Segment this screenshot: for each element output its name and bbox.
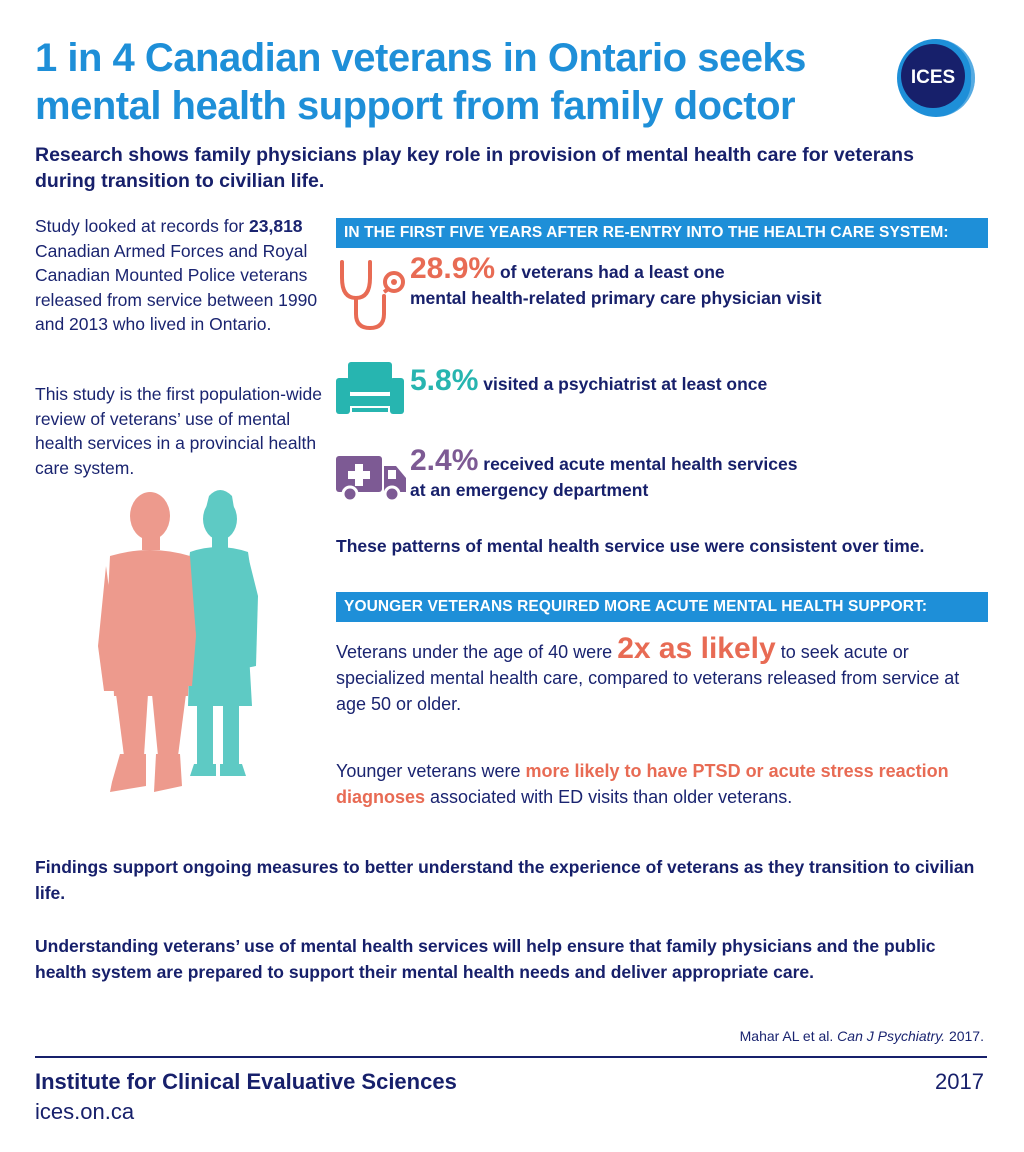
veteran-count: 23,818: [249, 216, 303, 236]
stat-text-psychiatrist: visited a psychiatrist at least once: [483, 374, 768, 394]
two-times-highlight: 2x as likely: [617, 632, 776, 665]
section-banner-first-five-years: IN THE FIRST FIVE YEARS AFTER RE-ENTRY INTO THE HEALTH CARE SYSTEM:: [336, 218, 988, 248]
publication-year: 2017: [935, 1069, 984, 1094]
stat-emergency-department: [410, 444, 798, 503]
male-veteran-figure: [98, 492, 196, 792]
stat-text-primary-care-line1: of veterans had a least one: [499, 262, 725, 282]
stat-value-emergency: 2.4%: [410, 444, 479, 477]
finding-1: Findings support ongoing measures to better understand the experience of veterans as they transition to civilian life.: [35, 857, 975, 903]
intro-paragraph-1: [35, 214, 325, 337]
ambulance-icon: [334, 452, 408, 504]
citation-year: 2017.: [948, 1028, 984, 1044]
younger-veterans-paragraph-1: [336, 632, 976, 717]
organization-name: Institute for Clinical Evaluative Sciences: [35, 1069, 457, 1094]
ptsd-highlight: more likely to have PTSD or acute stress reaction diagnoses: [336, 761, 949, 807]
intro-text-post: Canadian Armed Forces and Royal Canadian Mounted Police veterans released from service between 1990 and 2013 who lived in Ontario.: [35, 240, 318, 334]
stat-text-emergency-line2: at an emergency department: [410, 480, 649, 500]
stat-value-primary-care: 28.9%: [410, 252, 496, 285]
citation-authors: Mahar AL et al.: [739, 1028, 834, 1044]
finding-2: Understanding veterans’ use of mental health services will help ensure that family physicians and the public health system are prepared to support their mental health needs and deliver appropriate care.: [35, 936, 936, 982]
couch-icon: [334, 358, 406, 420]
section-banner-younger-veterans: YOUNGER VETERANS REQUIRED MORE ACUTE MENTAL HEALTH SUPPORT:: [336, 592, 988, 622]
website-link[interactable]: ices.on.ca: [35, 1099, 135, 1124]
citation: [740, 1028, 984, 1044]
stat-text-primary-care-line2: mental health-related primary care physician visit: [410, 288, 822, 308]
stat-text-emergency-line1: received acute mental health services: [483, 454, 798, 474]
p2-pre: Younger veterans were: [336, 761, 521, 781]
subtitle: Research shows family physicians play key role in provision of mental health care for veterans during transition to civilian life.: [35, 144, 914, 192]
intro-paragraph-2: This study is the first population-wide review of veterans’ use of mental health services in a provincial health care system.: [35, 384, 322, 478]
logo-text: ICES: [910, 67, 956, 88]
page-title: 1 in 4 Canadian veterans in Ontario seeks mental health support from family doctor: [35, 36, 806, 128]
younger-veterans-paragraph-2: [336, 758, 976, 810]
consistency-note: These patterns of mental health service use were consistent over time.: [336, 536, 925, 556]
intro-text-pre: Study looked at records for: [35, 216, 245, 236]
ices-logo[interactable]: [896, 38, 976, 118]
stethoscope-icon: [336, 256, 408, 332]
footer-divider: [35, 1056, 987, 1058]
stat-value-psychiatrist: 5.8%: [410, 364, 479, 397]
stat-primary-care-visit: [410, 252, 822, 311]
p1-pre: Veterans under the age of 40 were: [336, 642, 613, 662]
p1-post: to seek acute or specialized mental health care, compared to veterans released from service at age 50 or older.: [336, 642, 960, 714]
citation-journal: Can J Psychiatry.: [837, 1028, 946, 1044]
stat-psychiatrist-visit: [410, 364, 768, 397]
p2-post: associated with ED visits than older veterans.: [430, 787, 793, 807]
veterans-figures-illustration: [98, 486, 318, 802]
